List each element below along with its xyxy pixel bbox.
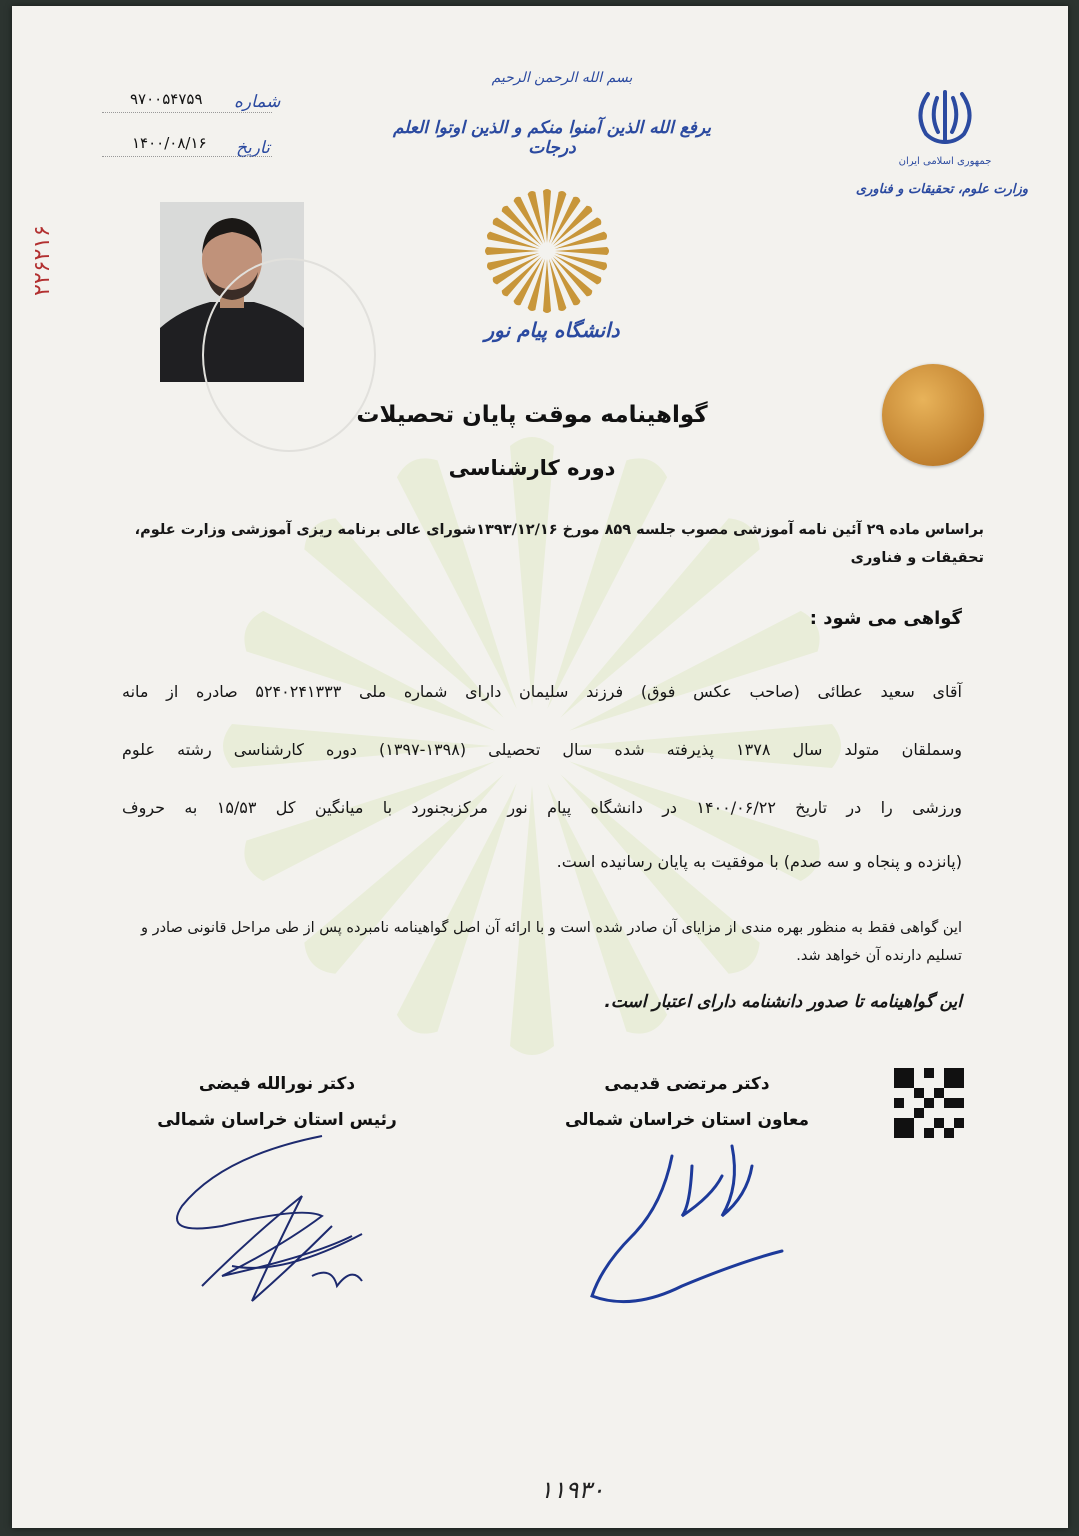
gold-seal	[882, 364, 984, 466]
payame-noor-logo-icon	[482, 186, 612, 316]
body-line-4: (پانزده و پنجاه و سه صدم) با موفقیت به پایان رسانیده است.	[556, 852, 962, 871]
body-line-3: ورزشی را در تاریخ ۱۴۰۰/۰۶/۲۲ در دانشگاه پیام نور مرکزبجنورد با میانگین کل ۱۵/۵۳ به حروف	[122, 798, 963, 817]
ministry-line1: جمهوری اسلامی ایران	[898, 156, 992, 167]
date-value: ۱۴۰۰/۰۸/۱۶	[132, 134, 207, 152]
certify-heading: گواهی می شود :	[809, 608, 962, 629]
university-name: دانشگاه پیام نور	[484, 318, 620, 342]
degree-level: دوره کارشناسی	[448, 456, 616, 480]
date-label: تاریخ	[236, 138, 270, 158]
left-signature-icon	[162, 1116, 402, 1316]
right-signatory-name: دکتر مرتضی قدیمی	[604, 1074, 770, 1094]
serial-number	[30, 225, 55, 296]
number-value: ۹۷۰۰۵۴۷۵۹	[130, 90, 203, 108]
quran-verse: یرفع الله الذین آمنوا منکم و الذین اوتوا العلم درجات	[392, 118, 712, 158]
legal-basis: براساس ماده ۲۹ آئین نامه آموزشی مصوب جلسه ۸۵۹ مورخ ۱۳۹۳/۱۲/۱۶شورای عالی برنامه ریزی آموزشی وزارت علوم، تحقیقات و فناوری	[134, 522, 984, 566]
notice-text: این گواهی فقط به منظور بهره مندی از مزایای آن صادر شده است و با ارائه آن اصل گواهینامه نامبرده پس از طی مراحل قانونی صادر و تسلیم دارنده آن خواهد شد.	[140, 920, 962, 964]
ministry-line2: وزارت علوم، تحقیقات و فناوری	[855, 182, 1029, 197]
validity-text: این گواهینامه تا صدور دانشنامه دارای اعتبار است.	[604, 992, 962, 1012]
body-line-2: وسملقان متولد سال ۱۳۷۸ پذیرفته شده سال تحصیلی (۱۳۹۸-۱۳۹۷) دوره کارشناسی رشته علوم	[122, 740, 963, 759]
footer-number: ۱۱۹۳۰	[539, 1476, 605, 1504]
date-dotline	[102, 156, 272, 157]
left-signatory-title: رئیس استان خراسان شمالی	[157, 1110, 397, 1130]
number-dotline	[102, 112, 272, 113]
right-signatory-title: معاون استان خراسان شمالی	[564, 1110, 810, 1130]
serial-text: ۲۲۶۲۱۶	[30, 225, 55, 296]
number-label: شماره	[234, 92, 281, 112]
body-line-1: آقای سعید عطائی (صاحب عکس فوق) فرزند سلیمان دارای شماره ملی ۵۲۴۰۲۴۱۳۳۳ صادره از مانه	[122, 682, 962, 701]
bismillah: بسم الله الرحمن الرحیم	[491, 70, 633, 86]
left-signatory-name: دکتر نورالله فیضی	[198, 1074, 356, 1094]
qr-code-icon[interactable]	[894, 1068, 964, 1138]
certificate-title: گواهینامه موقت پایان تحصیلات	[356, 402, 708, 428]
iran-emblem-icon	[910, 86, 980, 148]
right-signature-icon	[572, 1126, 812, 1326]
certificate-paper	[12, 6, 1068, 1528]
